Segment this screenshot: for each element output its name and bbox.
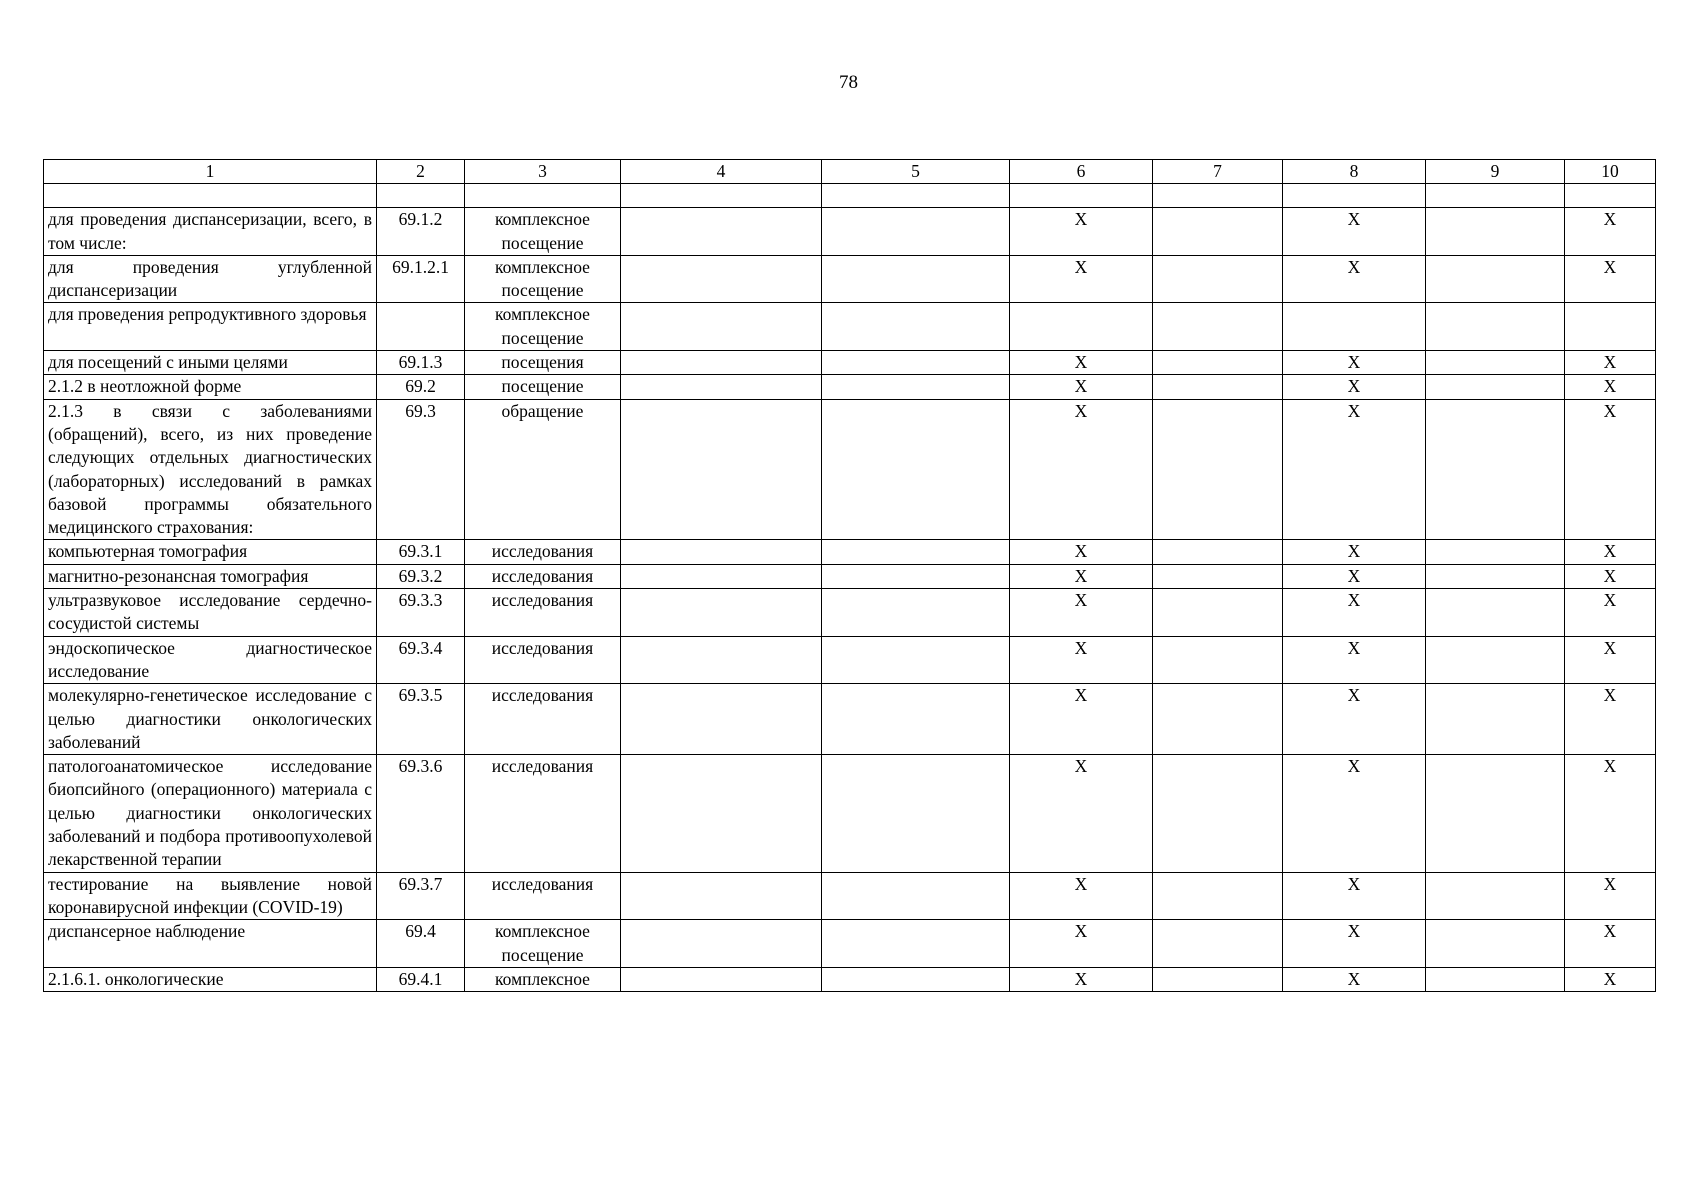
table-cell: Х <box>1010 540 1153 564</box>
table-cell <box>1426 872 1565 920</box>
table-cell <box>1153 208 1283 256</box>
table-cell: 69.3.6 <box>377 755 465 872</box>
table-row <box>44 589 1656 637</box>
table-cell: исследования <box>465 684 621 755</box>
table-cell <box>621 351 822 375</box>
table-cell <box>621 303 822 351</box>
table-cell <box>1426 684 1565 755</box>
table-cell: 69.3.4 <box>377 636 465 684</box>
table-cell: исследования <box>465 540 621 564</box>
column-header: 8 <box>1283 160 1426 184</box>
table-cell: Х <box>1565 872 1656 920</box>
table-row <box>44 375 1656 399</box>
row-label-cell: 2.1.6.1. онкологические <box>44 967 377 991</box>
table-cell: Х <box>1283 255 1426 303</box>
table-cell: 69.3.2 <box>377 564 465 588</box>
table-row <box>44 967 1656 991</box>
table-cell: Х <box>1010 351 1153 375</box>
table-row <box>44 303 1656 351</box>
table-cell <box>1426 255 1565 303</box>
table-cell <box>1153 375 1283 399</box>
table-cell: Х <box>1565 967 1656 991</box>
table-cell <box>621 564 822 588</box>
table-cell: Х <box>1283 872 1426 920</box>
table-cell <box>1153 351 1283 375</box>
table-cell <box>1565 303 1656 351</box>
table-cell <box>822 540 1010 564</box>
table-cell <box>1283 184 1426 208</box>
table-cell: Х <box>1565 351 1656 375</box>
table-cell <box>1153 920 1283 968</box>
table-cell <box>822 375 1010 399</box>
table-cell: комплексное <box>465 967 621 991</box>
table-cell: Х <box>1565 540 1656 564</box>
table-cell: исследования <box>465 636 621 684</box>
header-row <box>44 160 1656 184</box>
table-cell: Х <box>1010 967 1153 991</box>
row-label-cell: компьютерная томография <box>44 540 377 564</box>
table-cell <box>1426 967 1565 991</box>
table-cell <box>621 967 822 991</box>
table-cell: исследования <box>465 755 621 872</box>
table-cell <box>1565 184 1656 208</box>
table-cell <box>1153 184 1283 208</box>
table-cell: Х <box>1010 636 1153 684</box>
table-cell: Х <box>1010 589 1153 637</box>
table-cell <box>1426 303 1565 351</box>
table-cell <box>1426 208 1565 256</box>
table-row <box>44 684 1656 755</box>
row-label-cell: патологоанатомическое исследование биопсийного (операционного) материала с целью диагностики онкологических заболеваний и подбора противоопухолевой лекарственной терапии <box>44 755 377 872</box>
table-cell: Х <box>1010 375 1153 399</box>
table-cell: 69.1.2.1 <box>377 255 465 303</box>
table-row <box>44 920 1656 968</box>
table-cell: Х <box>1010 755 1153 872</box>
table-cell <box>621 184 822 208</box>
table-cell <box>822 184 1010 208</box>
table-cell: Х <box>1010 684 1153 755</box>
table-cell <box>1426 589 1565 637</box>
table-cell: Х <box>1010 920 1153 968</box>
table-cell <box>1426 184 1565 208</box>
column-header: 1 <box>44 160 377 184</box>
column-header: 2 <box>377 160 465 184</box>
table-row <box>44 872 1656 920</box>
table-cell <box>1153 636 1283 684</box>
table-cell <box>1153 967 1283 991</box>
table-cell <box>621 872 822 920</box>
table-row <box>44 255 1656 303</box>
table-cell <box>621 589 822 637</box>
row-label-cell: тестирование на выявление новой коронавирусной инфекции (COVID-19) <box>44 872 377 920</box>
table-cell <box>1426 564 1565 588</box>
table-row <box>44 208 1656 256</box>
table-cell: Х <box>1565 684 1656 755</box>
table-cell <box>1426 920 1565 968</box>
table-cell <box>1153 684 1283 755</box>
table-row <box>44 540 1656 564</box>
table-cell: комплексное посещение <box>465 208 621 256</box>
row-label-cell: магнитно-резонансная томография <box>44 564 377 588</box>
table-cell <box>621 255 822 303</box>
table-cell <box>1426 399 1565 540</box>
table-cell <box>465 184 621 208</box>
table-cell <box>1426 636 1565 684</box>
table-cell <box>1153 564 1283 588</box>
table-cell <box>822 564 1010 588</box>
table-cell: Х <box>1565 399 1656 540</box>
row-label-cell: для проведения репродуктивного здоровья <box>44 303 377 351</box>
table-cell <box>1426 540 1565 564</box>
table-cell: Х <box>1283 564 1426 588</box>
table-cell: Х <box>1283 208 1426 256</box>
table-cell: Х <box>1565 375 1656 399</box>
table-cell: Х <box>1283 399 1426 540</box>
table-cell <box>822 208 1010 256</box>
table-cell: Х <box>1010 564 1153 588</box>
table-cell: исследования <box>465 564 621 588</box>
table-cell <box>1153 540 1283 564</box>
table-cell <box>822 255 1010 303</box>
column-header: 4 <box>621 160 822 184</box>
table-cell: Х <box>1283 540 1426 564</box>
table-cell <box>621 920 822 968</box>
table-cell <box>1426 351 1565 375</box>
table-row <box>44 399 1656 540</box>
table-cell: Х <box>1283 920 1426 968</box>
row-label-cell: 2.1.3 в связи с заболеваниями (обращений), всего, из них проведение следующих отдельных диагностических (лабораторных) исследований в рамках базовой программы обязательного медицинского страхования: <box>44 399 377 540</box>
table-cell <box>621 399 822 540</box>
table-cell <box>1010 303 1153 351</box>
table-cell: комплексное посещение <box>465 255 621 303</box>
page-number: 78 <box>839 72 858 93</box>
table-cell <box>822 872 1010 920</box>
column-header: 9 <box>1426 160 1565 184</box>
column-header: 10 <box>1565 160 1656 184</box>
table-cell: Х <box>1283 755 1426 872</box>
table-cell: исследования <box>465 589 621 637</box>
table-cell: Х <box>1010 208 1153 256</box>
table-row <box>44 636 1656 684</box>
table-row <box>44 351 1656 375</box>
table-cell: посещения <box>465 351 621 375</box>
table-cell: Х <box>1565 636 1656 684</box>
table-cell: Х <box>1565 589 1656 637</box>
table-cell: 69.3.1 <box>377 540 465 564</box>
table-cell <box>1153 755 1283 872</box>
table-cell: Х <box>1565 920 1656 968</box>
table-cell: комплексное посещение <box>465 920 621 968</box>
column-header: 6 <box>1010 160 1153 184</box>
table-cell: 69.3.3 <box>377 589 465 637</box>
column-header: 3 <box>465 160 621 184</box>
table-cell <box>1283 303 1426 351</box>
table-cell: Х <box>1565 564 1656 588</box>
table-cell <box>1153 255 1283 303</box>
row-label-cell: 2.1.2 в неотложной форме <box>44 375 377 399</box>
table-row <box>44 184 1656 208</box>
table-cell: Х <box>1010 399 1153 540</box>
table-cell <box>822 684 1010 755</box>
table-cell: 69.2 <box>377 375 465 399</box>
table-cell: Х <box>1283 375 1426 399</box>
table-cell <box>377 303 465 351</box>
table-cell: обращение <box>465 399 621 540</box>
table-cell: 69.3.5 <box>377 684 465 755</box>
table-cell: 69.1.2 <box>377 208 465 256</box>
row-label-cell: ультразвуковое исследование сердечно-сосудистой системы <box>44 589 377 637</box>
table-cell: 69.3.7 <box>377 872 465 920</box>
table-cell <box>1153 872 1283 920</box>
table-cell: Х <box>1010 872 1153 920</box>
row-label-cell: эндоскопическое диагностическое исследование <box>44 636 377 684</box>
table-cell: Х <box>1283 684 1426 755</box>
table-cell: Х <box>1565 208 1656 256</box>
table-cell <box>822 351 1010 375</box>
table-cell <box>621 208 822 256</box>
table-cell <box>822 303 1010 351</box>
table-cell: 69.1.3 <box>377 351 465 375</box>
table-cell <box>822 399 1010 540</box>
table-cell <box>621 684 822 755</box>
table-cell: Х <box>1565 255 1656 303</box>
row-label-cell: диспансерное наблюдение <box>44 920 377 968</box>
table-cell <box>621 755 822 872</box>
row-label-cell: молекулярно-генетическое исследование с целью диагностики онкологических заболеваний <box>44 684 377 755</box>
table-cell <box>1153 589 1283 637</box>
row-label-cell <box>44 184 377 208</box>
table-cell <box>822 967 1010 991</box>
table-cell <box>621 636 822 684</box>
table-cell: 69.4.1 <box>377 967 465 991</box>
table-cell <box>822 755 1010 872</box>
column-header: 7 <box>1153 160 1283 184</box>
table-cell: Х <box>1283 589 1426 637</box>
table-cell: исследования <box>465 872 621 920</box>
table-cell <box>1153 399 1283 540</box>
row-label-cell: для проведения диспансеризации, всего, в том числе: <box>44 208 377 256</box>
table-cell: 69.4 <box>377 920 465 968</box>
table-cell: 69.3 <box>377 399 465 540</box>
table-cell <box>377 184 465 208</box>
table-cell <box>822 920 1010 968</box>
table-cell <box>621 375 822 399</box>
table-cell <box>822 636 1010 684</box>
table-cell <box>1426 375 1565 399</box>
row-label-cell: для посещений с иными целями <box>44 351 377 375</box>
table-cell: Х <box>1283 636 1426 684</box>
table-cell: Х <box>1283 351 1426 375</box>
data-table <box>43 159 1656 992</box>
table-cell: Х <box>1010 255 1153 303</box>
table-cell <box>822 589 1010 637</box>
table-cell <box>1010 184 1153 208</box>
table-cell: Х <box>1565 755 1656 872</box>
table-cell <box>1153 303 1283 351</box>
table-cell <box>621 540 822 564</box>
row-label-cell: для проведения углубленной диспансеризации <box>44 255 377 303</box>
table-cell: посещение <box>465 375 621 399</box>
table-cell: Х <box>1283 967 1426 991</box>
table-row <box>44 564 1656 588</box>
table-cell: комплексное посещение <box>465 303 621 351</box>
table-row <box>44 755 1656 872</box>
table-cell <box>1426 755 1565 872</box>
column-header: 5 <box>822 160 1010 184</box>
